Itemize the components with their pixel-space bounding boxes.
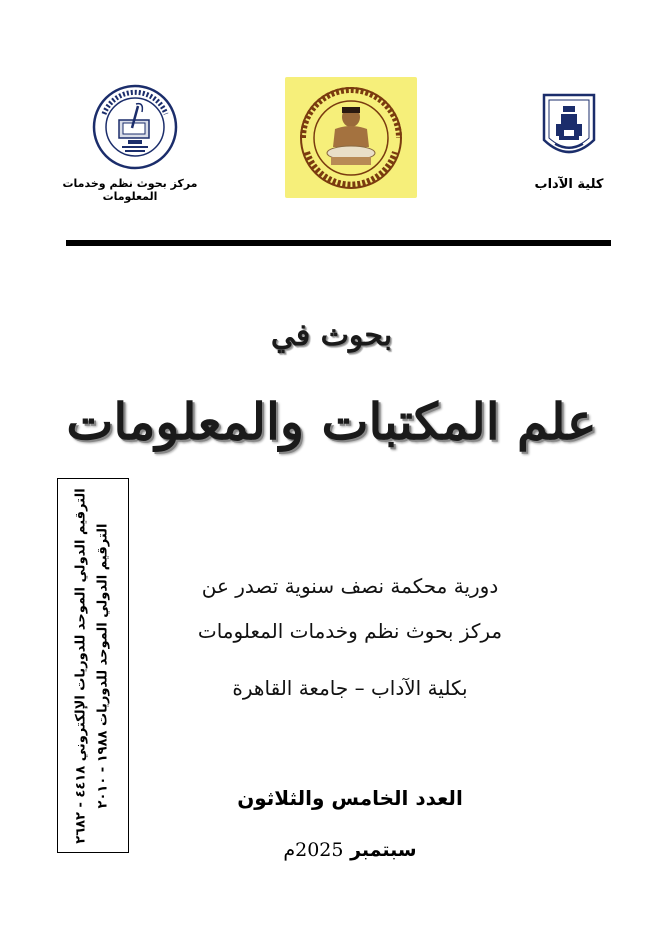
issn-box: [57, 478, 129, 853]
description-line-3: بكلية الآداب – جامعة القاهرة: [232, 676, 468, 700]
seated-scribe-emblem-icon: [285, 77, 417, 198]
issue-date: [180, 839, 520, 861]
description-line-2: مركز بحوث نظم وخدمات المعلومات: [197, 619, 503, 643]
issue-month: سبتمبر: [350, 839, 417, 861]
cairo-university-emblem-icon: [541, 92, 597, 168]
issn-online: الترقيم الدولي الموحد للدوريات الإلكتروني ٤٤١٨ - ٢٦٨٢: [73, 487, 89, 844]
header-divider: [66, 240, 611, 246]
description-line-1: دورية محكمة نصف سنوية تصدر عن: [201, 574, 499, 598]
journal-title: علم المكتبات والمعلومات: [66, 392, 597, 451]
issn-print: الترقيم الدولي الموحد للدوريات ١٩٨٨ - ٢٠١٠: [95, 523, 111, 808]
research-center-seal-icon: [92, 84, 178, 170]
right-logo-caption: كلية الآداب: [534, 177, 604, 192]
issue-year: 2025م: [283, 839, 344, 861]
journal-title-prefix: بحوث في: [270, 318, 393, 353]
left-logo-caption: مركز بحوث نظم وخدمات المعلومات: [62, 177, 198, 203]
issue-number: العدد الخامس والثلاثون: [237, 786, 463, 810]
